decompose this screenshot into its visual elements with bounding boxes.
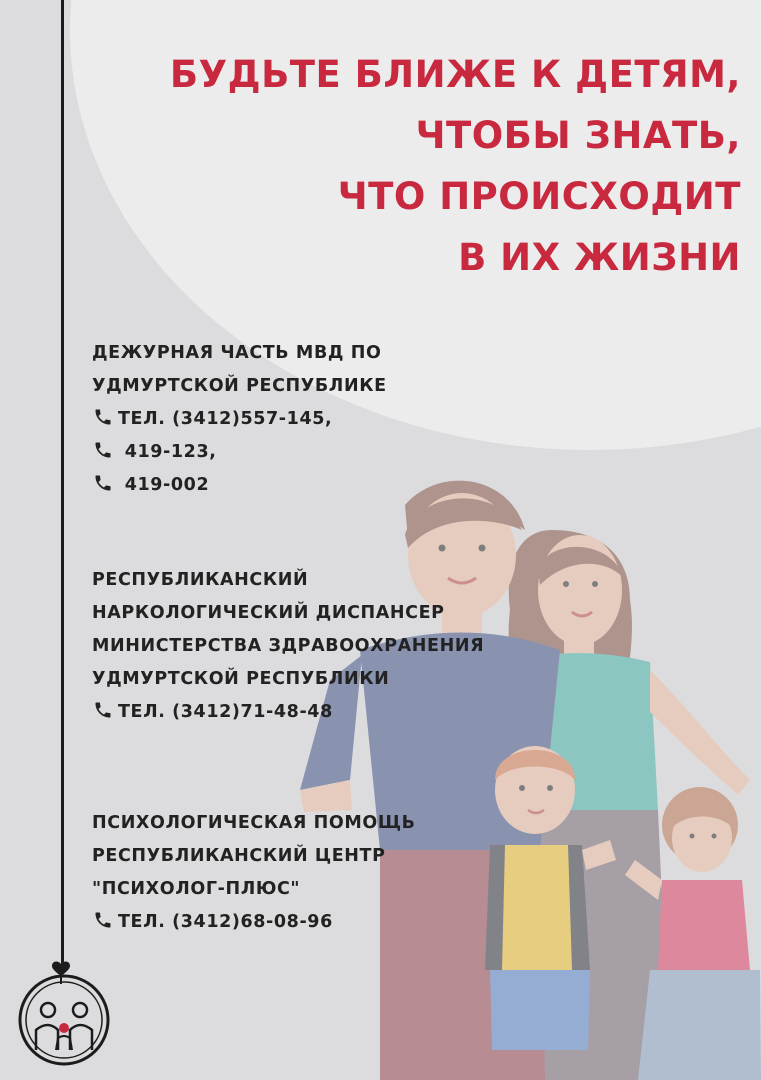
contact-title-line: ПСИХОЛОГИЧЕСКАЯ ПОМОЩЬ <box>92 813 416 833</box>
phone-line[interactable] <box>92 906 416 939</box>
phone-icon <box>92 910 114 930</box>
contact-title-line: "ПСИХОЛОГ-ПЛЮС" <box>92 879 301 899</box>
headline <box>170 44 741 288</box>
phone-icon <box>92 700 114 720</box>
headline-line-1: БУДЬТЕ БЛИЖЕ К ДЕТЯМ, <box>169 53 741 96</box>
contact-block-psychology <box>92 807 416 939</box>
phone-number: ТЕЛ. (3412)71-48-48 <box>118 702 333 722</box>
phone-number: 419-123, <box>118 442 217 462</box>
phone-icon <box>92 407 114 427</box>
contact-title-line: РЕСПУБЛИКАНСКИЙ <box>92 570 309 590</box>
contact-title-line: РЕСПУБЛИКАНСКИЙ ЦЕНТР <box>92 846 386 866</box>
contact-title-line: УДМУРТСКОЙ РЕСПУБЛИКИ <box>92 669 390 689</box>
headline-line-2: ЧТОБЫ ЗНАТЬ, <box>415 114 741 157</box>
phone-number: 419-002 <box>118 475 210 495</box>
phone-line[interactable] <box>92 436 387 469</box>
phone-icon <box>92 440 114 460</box>
contact-block-narcology <box>92 564 484 729</box>
headline-line-4: В ИХ ЖИЗНИ <box>458 236 741 279</box>
family-illustration <box>290 450 761 1080</box>
phone-icon <box>92 473 114 493</box>
phone-line[interactable] <box>92 696 484 729</box>
phone-number: ТЕЛ. (3412)557-145, <box>118 409 333 429</box>
family-heart-logo-icon <box>14 958 118 1068</box>
phone-number: ТЕЛ. (3412)68-08-96 <box>118 912 333 932</box>
phone-line[interactable] <box>92 469 387 502</box>
phone-line[interactable] <box>92 403 387 436</box>
vertical-divider-line <box>61 0 64 965</box>
contact-title-line: НАРКОЛОГИЧЕСКИЙ ДИСПАНСЕР <box>92 603 445 623</box>
contact-title-line: ДЕЖУРНАЯ ЧАСТЬ МВД ПО <box>92 343 382 363</box>
contact-title-line: МИНИСТЕРСТВА ЗДРАВООХРАНЕНИЯ <box>92 636 485 656</box>
headline-line-3: ЧТО ПРОИСХОДИТ <box>337 175 741 218</box>
contact-title-line: УДМУРТСКОЙ РЕСПУБЛИКЕ <box>92 376 387 396</box>
contact-block-mvd <box>92 337 387 502</box>
